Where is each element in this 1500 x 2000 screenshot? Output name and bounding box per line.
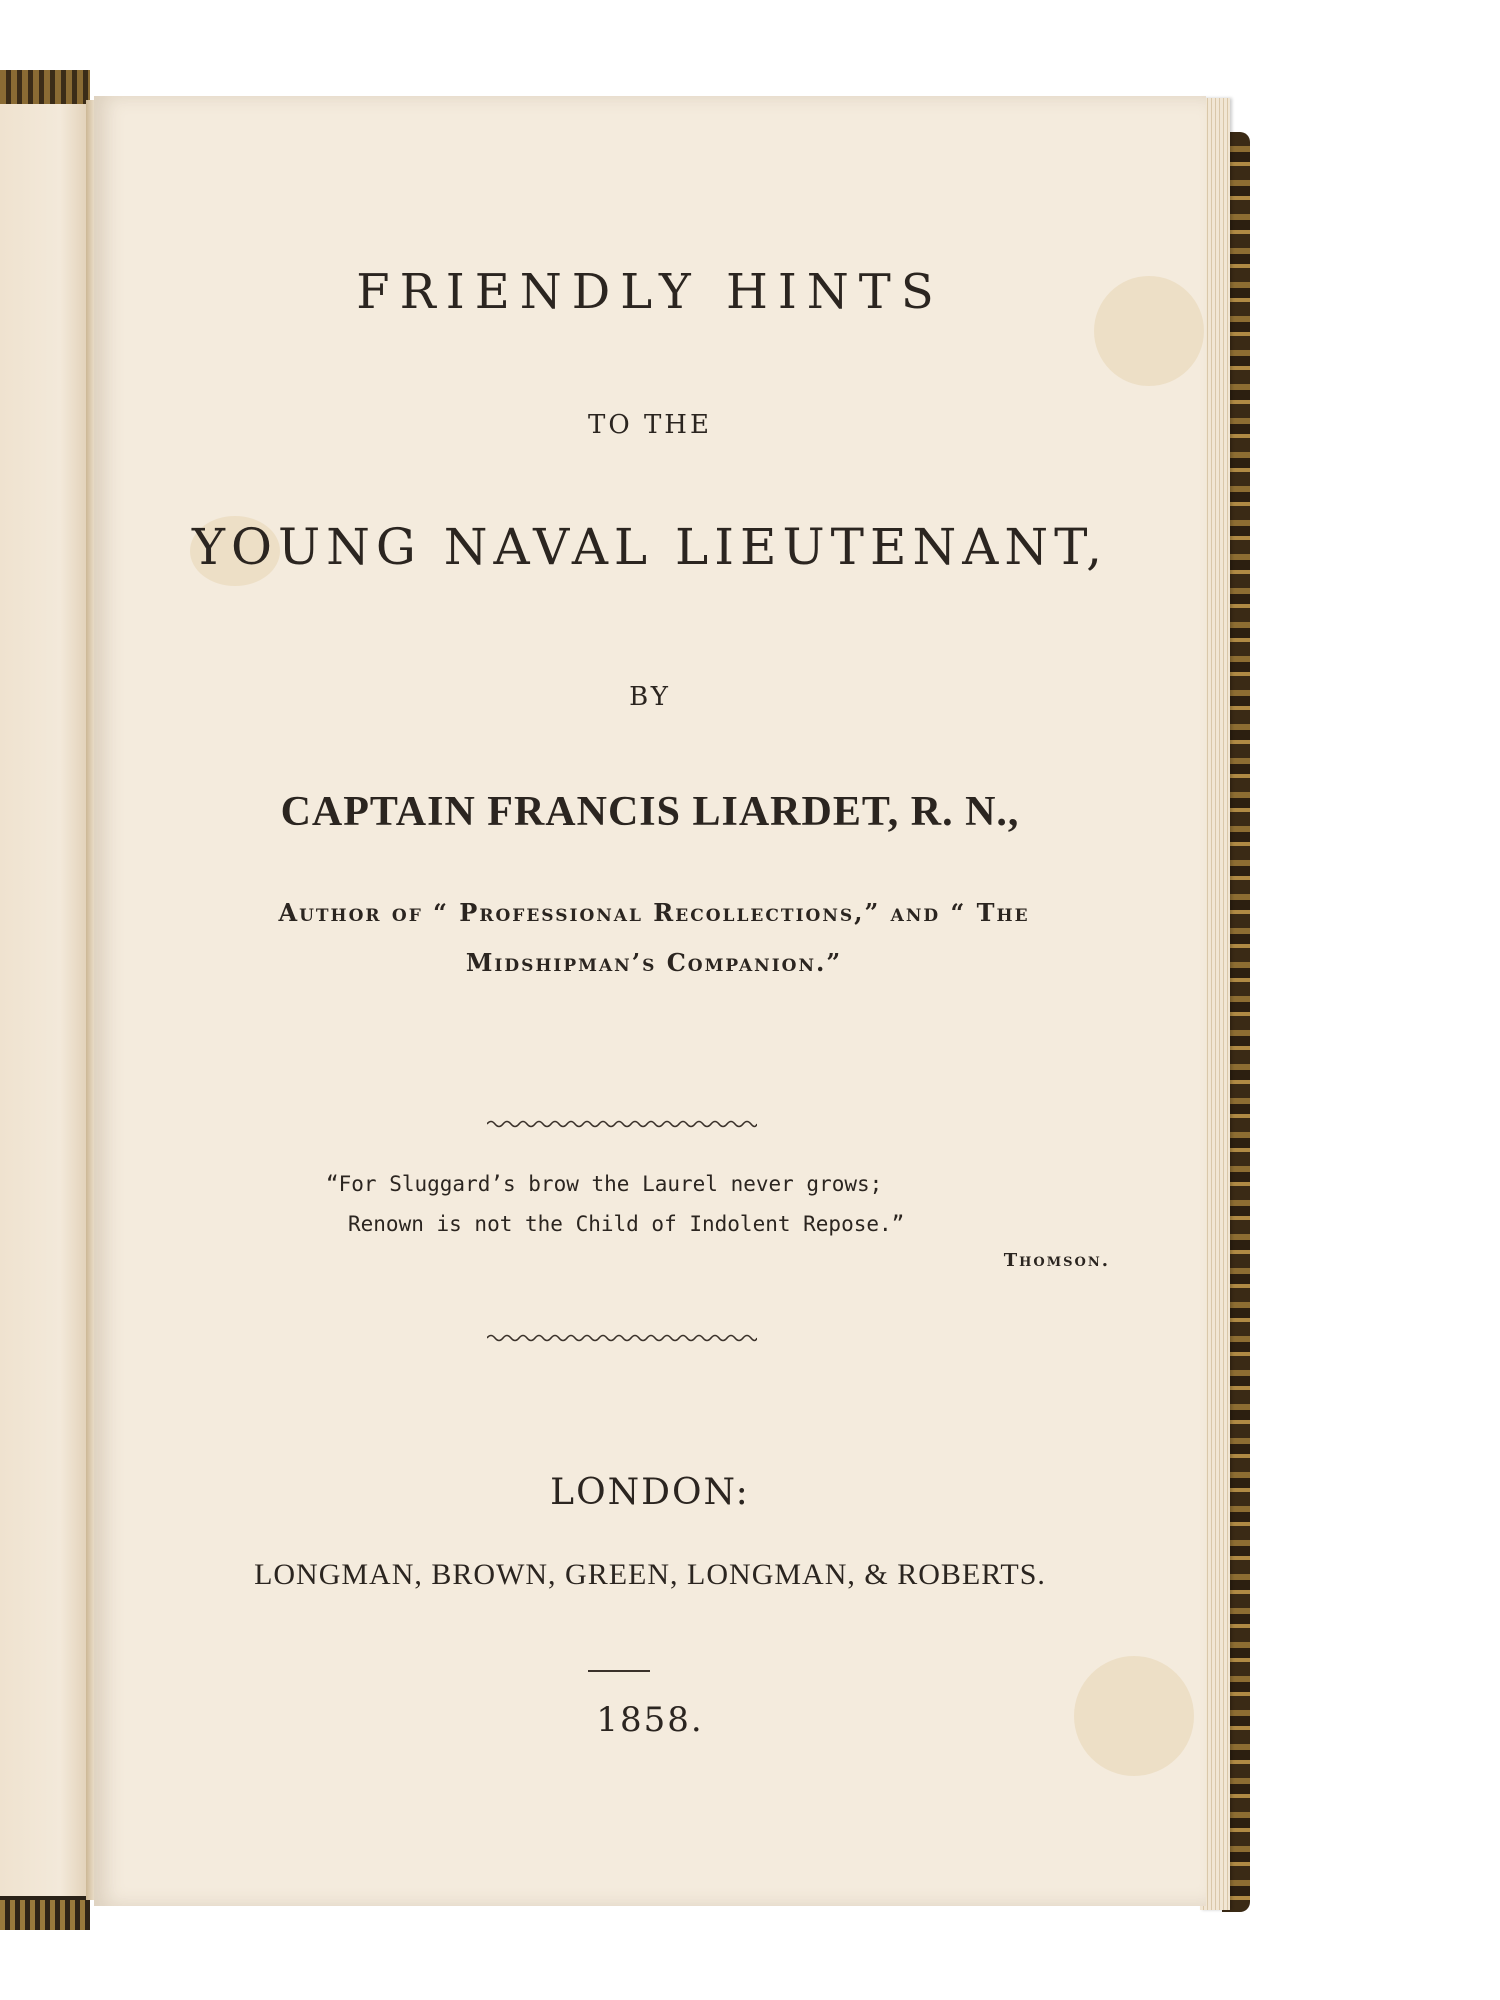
- book-subtitle: YOUNG NAVAL LIEUTENANT,: [192, 518, 1108, 576]
- book-title: FRIENDLY HINTS: [356, 264, 944, 320]
- epigraph-attribution: Thomson.: [1003, 1250, 1110, 1271]
- endpaper: [0, 104, 88, 1896]
- author-other-works: Author of “ Professional Recollections,” and “ The Midshipman’s Companion.”: [278, 898, 1030, 977]
- by-line: BY: [629, 682, 671, 712]
- publication-year: 1858.: [596, 1700, 704, 1740]
- epigraph-line-1: “For Sluggard’s brow the Laurel never grows;: [326, 1172, 883, 1196]
- publisher-name: LONGMAN, BROWN, GREEN, LONGMAN, & ROBERTS.: [254, 1558, 1046, 1591]
- title-connector: TO THE: [588, 410, 712, 440]
- epigraph-line-2: Renown is not the Child of Indolent Repose.”: [348, 1212, 905, 1236]
- title-page: [94, 96, 1206, 1906]
- wavy-rule-bottom: [487, 1332, 757, 1344]
- author-name: CAPTAIN FRANCIS LIARDET, R. N.,: [280, 789, 1020, 835]
- short-rule: [588, 1670, 650, 1672]
- publication-city: LONDON:: [550, 1472, 750, 1513]
- wavy-rule-top: [487, 1118, 757, 1130]
